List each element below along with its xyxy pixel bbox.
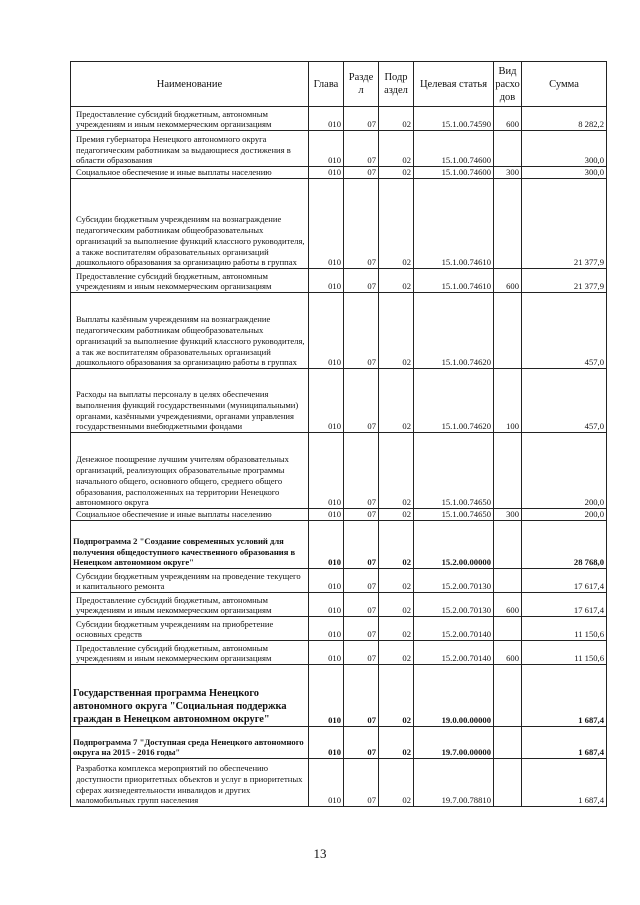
row-section: 07 (344, 665, 379, 727)
row-expense-type (494, 665, 522, 727)
row-sum: 200,0 (522, 509, 607, 521)
row-section: 07 (344, 369, 379, 433)
row-sum: 11 150,6 (522, 641, 607, 665)
row-expense-type: 300 (494, 509, 522, 521)
row-chapter: 010 (309, 369, 344, 433)
row-name: Расходы на выплаты персоналу в целях обеспечения выполнения функций государственными (муниципальными) органами, казёнными учреждениями, органами управления государственными внебюджетными фондами (71, 369, 309, 433)
row-section: 07 (344, 641, 379, 665)
row-sum: 11 150,6 (522, 617, 607, 641)
table-row (71, 509, 607, 521)
budget-table (70, 61, 607, 807)
row-name: Подпрограмма 7 "Доступная среда Ненецкого автономного округа на 2015 - 2016 годы" (71, 727, 309, 759)
row-expense-type: 300 (494, 167, 522, 179)
header-section: Разде л (344, 62, 379, 107)
row-name: Предоставление субсидий бюджетным, автономным учреждениям и иным некоммерческим организациям (71, 641, 309, 665)
row-subsection: 02 (379, 509, 414, 521)
table-row (71, 727, 607, 759)
row-sum: 457,0 (522, 369, 607, 433)
table-row (71, 131, 607, 167)
row-sum: 300,0 (522, 167, 607, 179)
row-expense-type: 600 (494, 107, 522, 131)
row-sum: 21 377,9 (522, 179, 607, 269)
row-section: 07 (344, 179, 379, 269)
header-target: Целевая статья (414, 62, 494, 107)
table-row (71, 617, 607, 641)
row-target: 19.0.00.00000 (414, 665, 494, 727)
table-body (71, 107, 607, 807)
row-chapter: 010 (309, 107, 344, 131)
row-chapter: 010 (309, 269, 344, 293)
row-subsection: 02 (379, 665, 414, 727)
row-name: Субсидии бюджетным учреждениям на приобретение основных средств (71, 617, 309, 641)
row-chapter: 010 (309, 727, 344, 759)
row-subsection: 02 (379, 179, 414, 269)
row-target: 15.1.00.74650 (414, 509, 494, 521)
row-chapter: 010 (309, 131, 344, 167)
row-target: 15.1.00.74620 (414, 369, 494, 433)
table-row (71, 593, 607, 617)
row-expense-type: 100 (494, 369, 522, 433)
row-name: Денежное поощрение лучшим учителям образовательных организаций, реализующих образовательные программы начального общего, основного общего, среднего общего образования, расположенных на территории Ненецкого автономного округа (71, 433, 309, 509)
row-name: Субсидии бюджетным учреждениям на вознаграждение педагогическим работникам общеобразовательных организаций за выполнение функций классного руководителя, а также воспитателям образовательных организаций дошкольного образования за организацию работы в группах (71, 179, 309, 269)
row-expense-type (494, 521, 522, 569)
row-target: 19.7.00.78810 (414, 759, 494, 807)
row-subsection: 02 (379, 433, 414, 509)
row-target: 19.7.00.00000 (414, 727, 494, 759)
row-name: Предоставление субсидий бюджетным, автономным учреждениям и иным некоммерческим организациям (71, 269, 309, 293)
row-expense-type (494, 727, 522, 759)
row-sum: 8 282,2 (522, 107, 607, 131)
row-sum: 21 377,9 (522, 269, 607, 293)
row-subsection: 02 (379, 269, 414, 293)
row-section: 07 (344, 107, 379, 131)
row-subsection: 02 (379, 293, 414, 369)
row-subsection: 02 (379, 167, 414, 179)
row-chapter: 010 (309, 167, 344, 179)
row-chapter: 010 (309, 665, 344, 727)
row-subsection: 02 (379, 641, 414, 665)
row-expense-type: 600 (494, 641, 522, 665)
row-sum: 17 617,4 (522, 593, 607, 617)
row-subsection: 02 (379, 727, 414, 759)
row-expense-type (494, 131, 522, 167)
row-target: 15.1.00.74600 (414, 131, 494, 167)
row-chapter: 010 (309, 433, 344, 509)
table-row (71, 521, 607, 569)
row-name: Предоставление субсидий бюджетным, автономным учреждениям и иным некоммерческим организациям (71, 107, 309, 131)
row-target: 15.1.00.74600 (414, 167, 494, 179)
table-row (71, 293, 607, 369)
row-chapter: 010 (309, 617, 344, 641)
row-target: 15.1.00.74590 (414, 107, 494, 131)
row-subsection: 02 (379, 593, 414, 617)
row-subsection: 02 (379, 569, 414, 593)
row-target: 15.1.00.74610 (414, 269, 494, 293)
row-sum: 17 617,4 (522, 569, 607, 593)
row-chapter: 010 (309, 521, 344, 569)
row-section: 07 (344, 617, 379, 641)
header-sum: Сумма (522, 62, 607, 107)
table-row (71, 433, 607, 509)
row-name: Премия губернатора Ненецкого автономного округа педагогическим работникам за выдающиеся достижения в области образования (71, 131, 309, 167)
row-name: Выплаты казённым учреждениям на вознаграждение педагогическим работникам общеобразовательных организаций за выполнение функций классного руководителя, а так же воспитателям образовательных организаций дошкольного образования за организацию работы в группах (71, 293, 309, 369)
row-sum: 200,0 (522, 433, 607, 509)
row-name: Государственная программа Ненецкого автономного округа "Социальная поддержка граждан в Ненецком автономном округе" (71, 665, 309, 727)
row-subsection: 02 (379, 369, 414, 433)
header-chapter: Глава (309, 62, 344, 107)
row-chapter: 010 (309, 593, 344, 617)
row-expense-type (494, 759, 522, 807)
row-expense-type (494, 293, 522, 369)
row-target: 15.1.00.74620 (414, 293, 494, 369)
row-chapter: 010 (309, 641, 344, 665)
row-chapter: 010 (309, 293, 344, 369)
table-row (71, 179, 607, 269)
row-section: 07 (344, 167, 379, 179)
header-subsection: Подр аздел (379, 62, 414, 107)
header-expense-type: Вид расхо дов (494, 62, 522, 107)
row-name: Разработка комплекса мероприятий по обеспечению доступности приоритетных объектов и услуг в приоритетных сферах жизнедеятельности инвалидов и других маломобильных групп населения (71, 759, 309, 807)
row-section: 07 (344, 131, 379, 167)
row-name: Подпрограмма 2 "Создание современных условий для получения общедоступного качественного образования в Ненецком автономном округе" (71, 521, 309, 569)
row-sum: 300,0 (522, 131, 607, 167)
row-expense-type (494, 433, 522, 509)
table-row (71, 167, 607, 179)
row-target: 15.2.00.70140 (414, 641, 494, 665)
row-section: 07 (344, 269, 379, 293)
row-target: 15.2.00.00000 (414, 521, 494, 569)
row-chapter: 010 (309, 759, 344, 807)
table-row (71, 569, 607, 593)
row-section: 07 (344, 759, 379, 807)
table-row (71, 641, 607, 665)
row-section: 07 (344, 727, 379, 759)
row-target: 15.2.00.70140 (414, 617, 494, 641)
row-sum: 1 687,4 (522, 759, 607, 807)
row-expense-type: 600 (494, 593, 522, 617)
row-sum: 457,0 (522, 293, 607, 369)
table-row (71, 269, 607, 293)
row-section: 07 (344, 433, 379, 509)
row-chapter: 010 (309, 509, 344, 521)
row-target: 15.2.00.70130 (414, 569, 494, 593)
row-expense-type: 600 (494, 269, 522, 293)
table-row (71, 759, 607, 807)
row-name: Социальное обеспечение и иные выплаты населению (71, 509, 309, 521)
table-header-row (71, 62, 607, 107)
row-target: 15.2.00.70130 (414, 593, 494, 617)
page-number: 13 (313, 846, 327, 861)
header-name: Наименование (71, 62, 309, 107)
table-row (71, 369, 607, 433)
row-expense-type (494, 569, 522, 593)
row-name: Субсидии бюджетным учреждениям на проведение текущего и капитального ремонта (71, 569, 309, 593)
row-section: 07 (344, 509, 379, 521)
row-subsection: 02 (379, 107, 414, 131)
row-subsection: 02 (379, 759, 414, 807)
row-subsection: 02 (379, 617, 414, 641)
row-section: 07 (344, 293, 379, 369)
row-target: 15.1.00.74610 (414, 179, 494, 269)
row-name: Социальное обеспечение и иные выплаты населению (71, 167, 309, 179)
table-row (71, 665, 607, 727)
row-subsection: 02 (379, 131, 414, 167)
row-chapter: 010 (309, 179, 344, 269)
row-expense-type (494, 179, 522, 269)
row-subsection: 02 (379, 521, 414, 569)
row-section: 07 (344, 569, 379, 593)
row-target: 15.1.00.74650 (414, 433, 494, 509)
row-expense-type (494, 617, 522, 641)
row-sum: 1 687,4 (522, 665, 607, 727)
table-row (71, 107, 607, 131)
row-sum: 28 768,0 (522, 521, 607, 569)
row-chapter: 010 (309, 569, 344, 593)
row-sum: 1 687,4 (522, 727, 607, 759)
row-section: 07 (344, 593, 379, 617)
row-name: Предоставление субсидий бюджетным, автономным учреждениям и иным некоммерческим организациям (71, 593, 309, 617)
row-section: 07 (344, 521, 379, 569)
